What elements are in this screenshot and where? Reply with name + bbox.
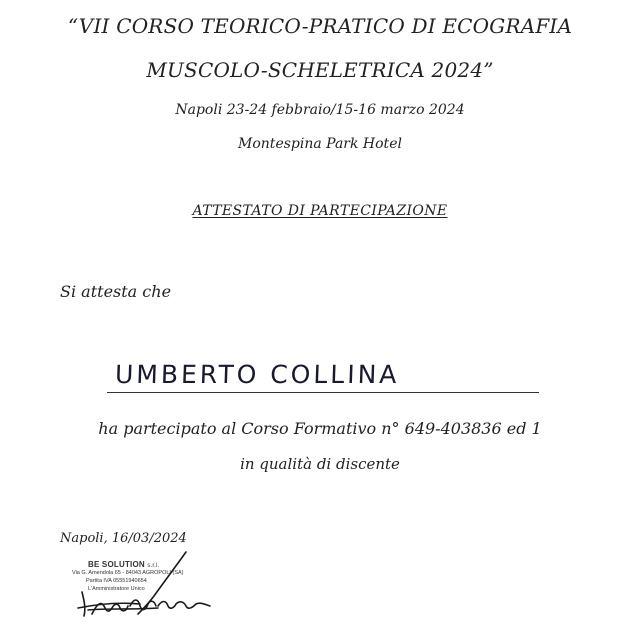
stamp-role: L'Amministratore Unico — [88, 586, 145, 592]
handwritten-signature-icon — [68, 548, 218, 620]
stamp-company-suffix: s.r.l. — [147, 563, 160, 569]
name-underline — [107, 392, 539, 393]
course-title-line-2: MUSCOLO-SCHELETRICA 2024” — [146, 58, 494, 82]
place-and-date: Napoli, 16/03/2024 — [60, 531, 187, 546]
participant-role: in qualità di discente — [240, 455, 400, 473]
certificate-heading: ATTESTATO DI PARTECIPAZIONE — [192, 203, 448, 219]
participant-name: UMBERTO COLLINA — [114, 360, 400, 389]
participation-statement: ha partecipato al Corso Formativo n° 649-403836 ed 1 — [98, 419, 542, 438]
stamp-address: Via G. Amendola 65 - 84043 AGROPOLI (SA) — [72, 570, 184, 576]
course-venue: Montespina Park Hotel — [238, 136, 402, 152]
course-dates: Napoli 23-24 febbraio/15-16 marzo 2024 — [175, 102, 465, 118]
certificate-intro: Si attesta che — [60, 282, 172, 301]
stamp-company: BE SOLUTION — [88, 560, 145, 569]
course-title-line-1: “VII CORSO TEORICO-PRATICO DI ECOGRAFIA — [67, 14, 573, 38]
stamp-vat: Partita IVA 05551940654 — [86, 578, 147, 584]
